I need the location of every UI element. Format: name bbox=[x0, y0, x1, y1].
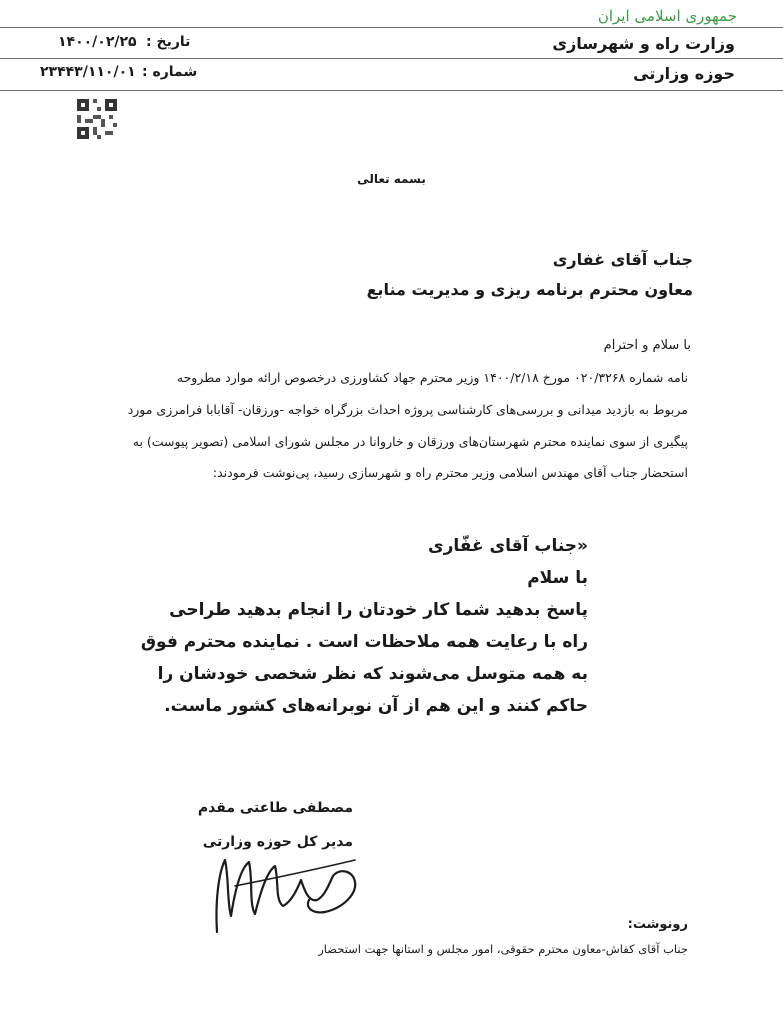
cc-line: جناب آقای کفاش-معاون محترم حقوقی، امور مجلس و استانها جهت استحضار bbox=[318, 942, 688, 956]
salutation: با سلام و احترام bbox=[603, 338, 691, 353]
body-line: نامه شماره ۰۲۰/۳۲۶۸ مورخ ۱۴۰۰/۲/۱۸ وزیر محترم جهاد کشاورزی درخصوص ارائه موارد مطروحه bbox=[176, 370, 688, 385]
handwritten-signature bbox=[202, 820, 365, 940]
cc-label: رونوشت: bbox=[627, 917, 688, 932]
date-label: تاریخ : bbox=[146, 34, 191, 50]
body-line: پیگیری از سوی نماینده محترم شهرستان‌های ورزقان و خاروانا در مجلس شورای اسلامی (تصویر پیوست) به bbox=[132, 434, 688, 449]
quote-line: به همه متوسل می‌شوند که نظر شخصی خودشان را bbox=[157, 664, 588, 684]
basmala: بسمه تعالی bbox=[357, 172, 426, 186]
number-value: ۲۳۴۴۳/۱۱۰/۰۱ bbox=[40, 64, 136, 80]
header-divider bbox=[0, 90, 783, 91]
qr-code-icon bbox=[77, 99, 117, 139]
quote-line: پاسخ بدهید شما کار خودتان را انجام بدهید طراحی bbox=[169, 600, 588, 620]
recipient-title: معاون محترم برنامه ریزی و مدیریت منابع bbox=[366, 280, 693, 299]
quote-line: راه با رعایت همه ملاحظات است . نماینده محترم فوق bbox=[140, 632, 588, 652]
number-label: شماره : bbox=[142, 64, 198, 80]
republic-heading: جمهوری اسلامی ایران bbox=[597, 7, 737, 25]
quote-line: با سلام bbox=[527, 568, 588, 588]
header-divider bbox=[0, 58, 783, 59]
quote-line: «جناب آقای غفّاری bbox=[428, 536, 588, 556]
body-line: مربوط به بازدید میدانی و بررسی‌های کارشناسی پروژه احداث بزرگراه خواجه -ورزقان- آقابابا فرامرزی مورد bbox=[127, 402, 688, 417]
signatory-name: مصطفی طاعتی مقدم bbox=[197, 800, 353, 816]
date-value: ۱۴۰۰/۰۲/۲۵ bbox=[58, 34, 137, 50]
header-divider bbox=[0, 27, 783, 28]
body-line: استحضار جناب آقای مهندس اسلامی وزیر محترم راه و شهرسازی رسید، پی‌نوشت فرمودند: bbox=[212, 465, 688, 480]
signatory-title: مدیر کل حوزه وزارتی bbox=[202, 834, 353, 850]
ministry-name: وزارت راه و شهرسازی bbox=[552, 34, 735, 53]
quote-line: حاکم کنند و این هم از آن نوبرانه‌های کشور ماست. bbox=[164, 696, 588, 716]
office-name: حوزه وزارتی bbox=[633, 64, 735, 83]
recipient-name: جناب آقای غفاری bbox=[552, 250, 693, 269]
